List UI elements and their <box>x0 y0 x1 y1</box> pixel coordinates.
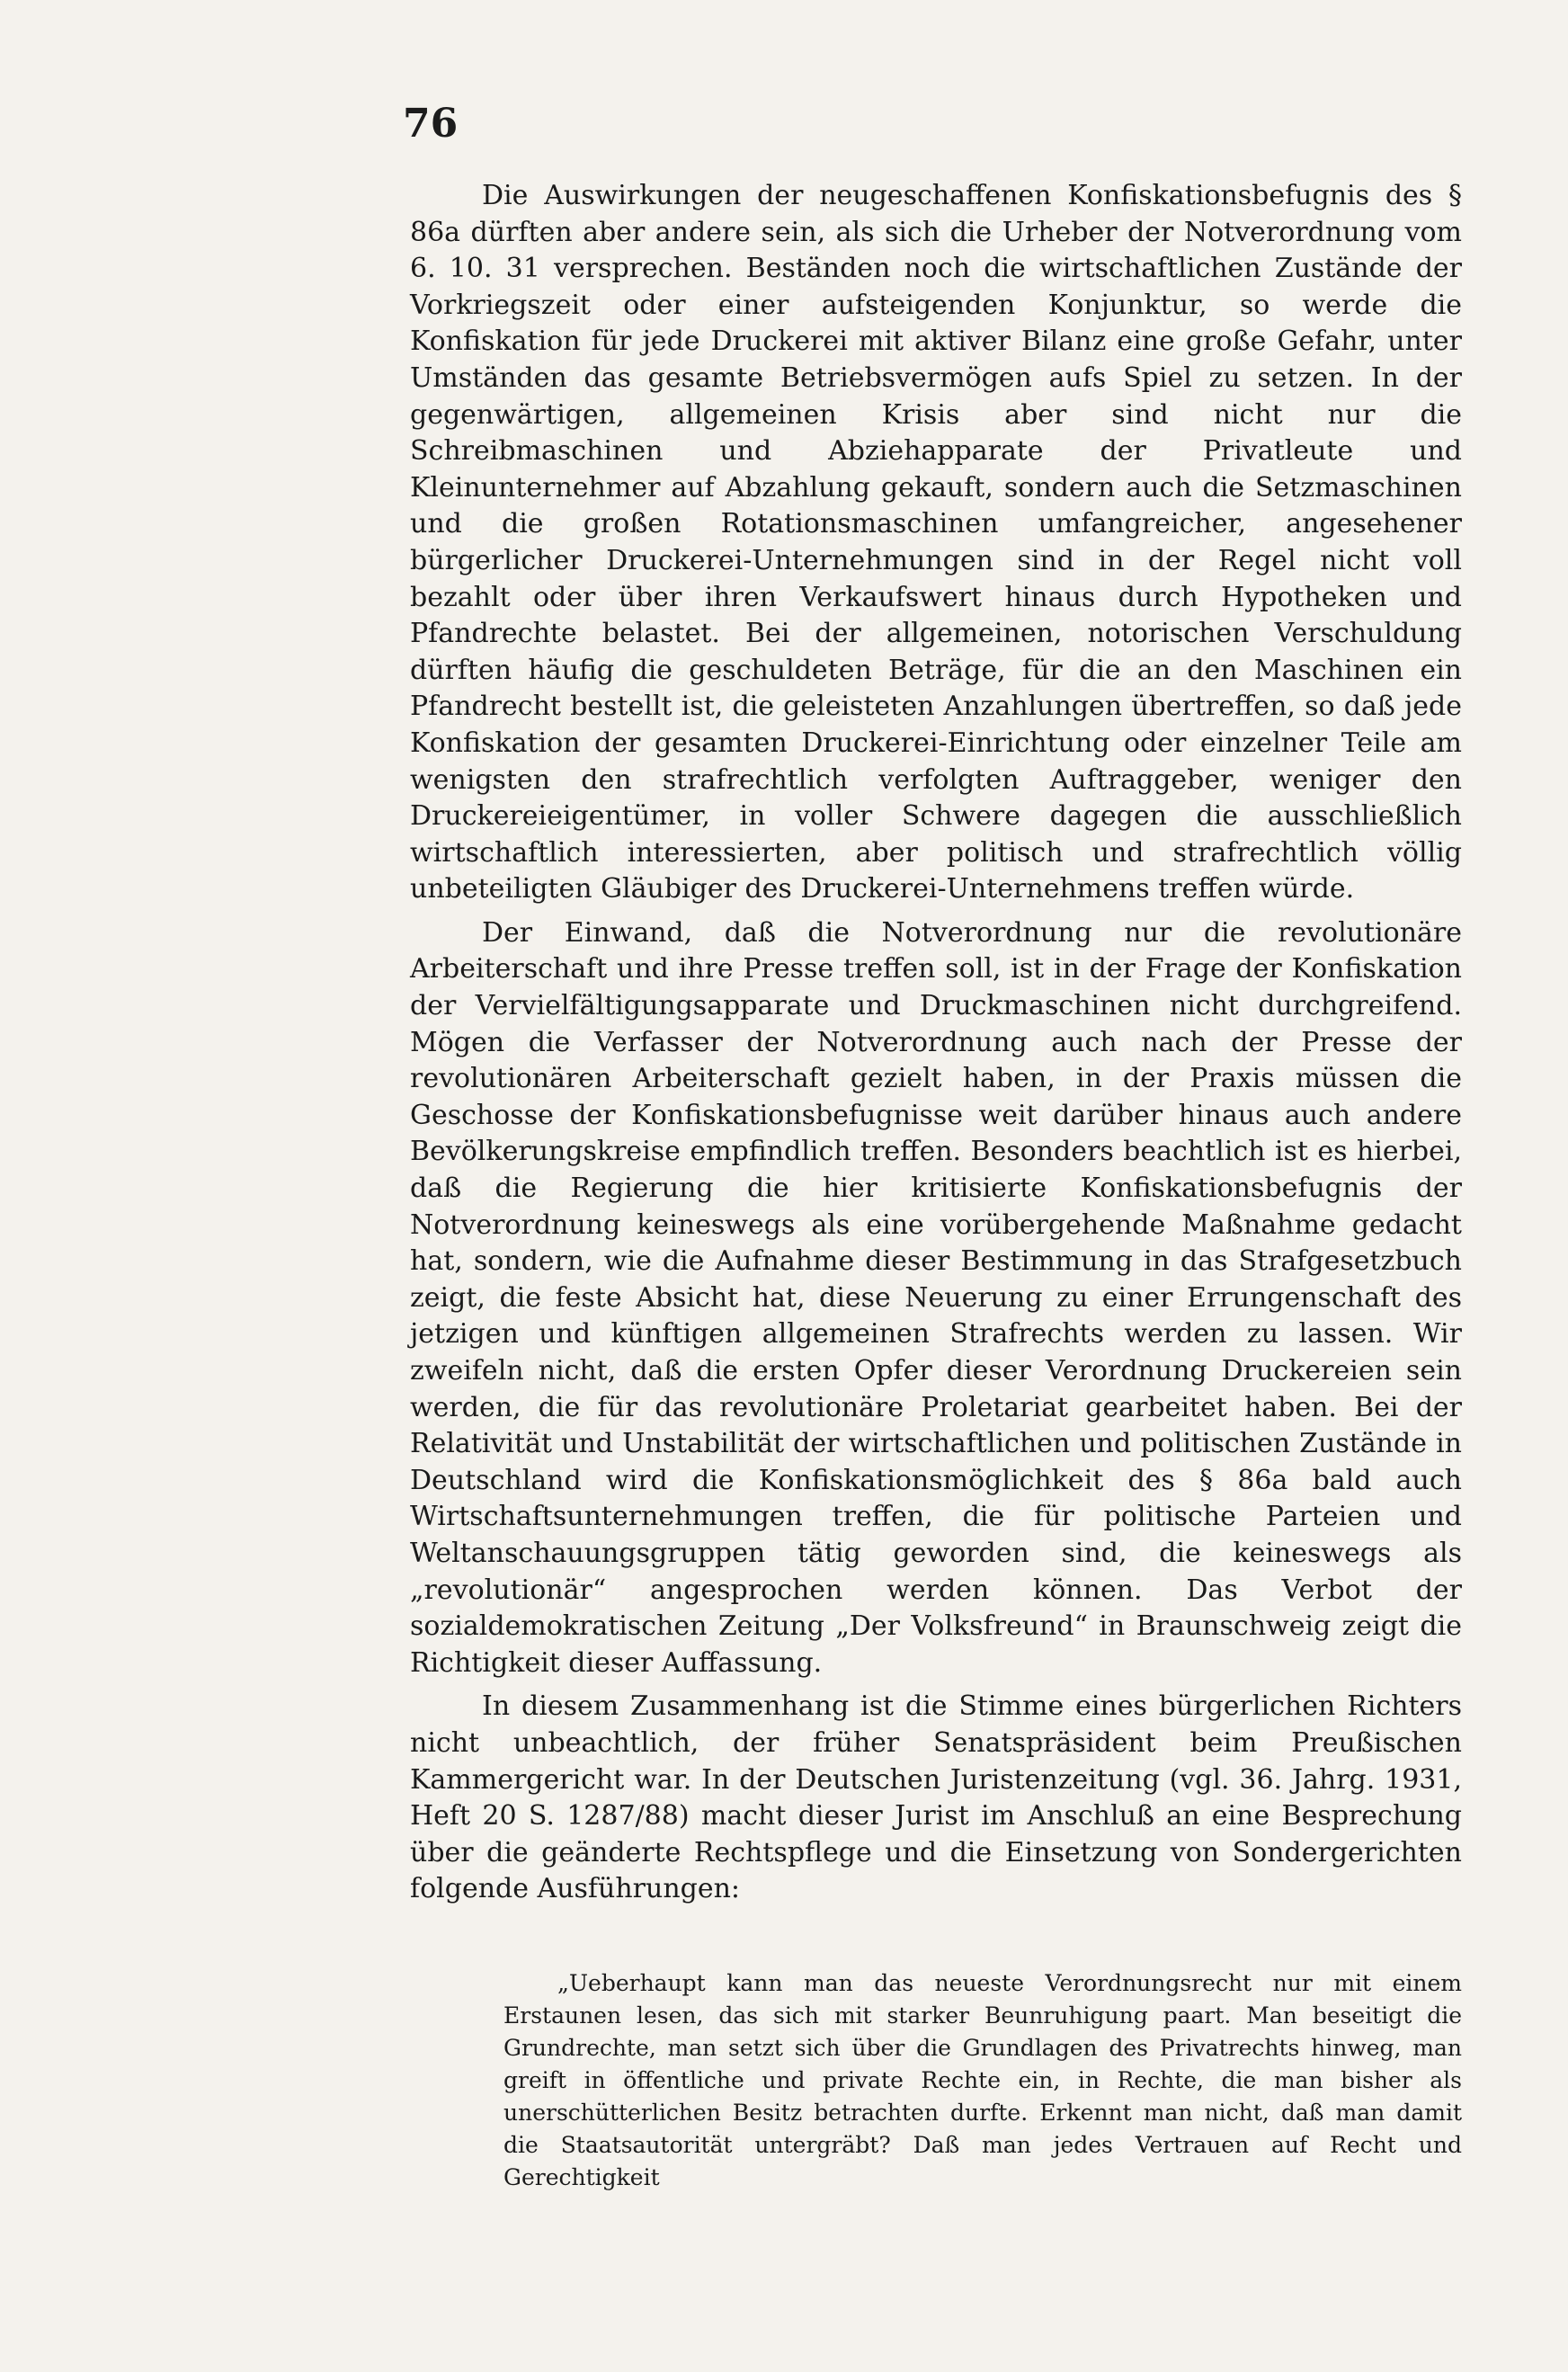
page-number: 76 <box>403 101 459 147</box>
quote-text: „Ueberhaupt kann man das neueste Verordnungsrecht nur mit einem Erstaunen lesen, das sich mit starker Beunruhigung paart. Man beseitigt die Grundrechte, man setzt sich über die Grundlagen des Privatrechts hinweg, man greift in öffentliche und private Rechte ein, in Rechte, die man bisher als unerschütterlichen Besitz betrachten durfte. Erkennt man nicht, daß man damit die Staatsautorität untergräbt? Daß man jedes Vertrauen auf Recht und Gerechtigkeit <box>503 1970 1462 2190</box>
block-quote <box>503 1967 1462 2194</box>
paragraph-1: Die Auswirkungen der neugeschaffenen Konfiskationsbefugnis des § 86a dürften aber andere sein, als sich die Urheber der Notverordnung vom 6. 10. 31 versprechen. Beständen noch die wirtschaftlichen Zustände der Vorkriegszeit oder einer aufsteigenden Konjunktur, so werde die Konfiskation für jede Druckerei mit aktiver Bilanz eine große Gefahr, unter Umständen das gesamte Betriebsvermögen aufs Spiel zu setzen. In der gegenwärtigen, allgemeinen Krisis aber sind nicht nur die Schreibmaschinen und Abziehapparate der Privatleute und Kleinunternehmer auf Abzahlung gekauft, sondern auch die Setzmaschinen und die großen Rotationsmaschinen umfangreicher, angesehener bürgerlicher Druckerei-Unternehmungen sind in der Regel nicht voll bezahlt oder über ihren Verkaufswert hinaus durch Hypotheken und Pfandrechte belastet. Bei der allgemeinen, notorischen Verschuldung dürften häufig die geschuldeten Beträge, für die an den Maschinen ein Pfandrecht bestellt ist, die geleisteten Anzahlungen übertreffen, so daß jede Konfiskation der gesamten Druckerei-Einrichtung oder einzelner Teile am wenigsten den strafrechtlich verfolgten Auftraggeber, weniger den Druckereieigentümer, in voller Schwere dagegen die ausschließlich wirtschaftlich interessierten, aber politisch und strafrechtlich völlig unbeteiligten Gläubiger des Druckerei-Unternehmens treffen würde. <box>410 180 1462 905</box>
paragraph-2: Der Einwand, daß die Notverordnung nur die revolutionäre Arbeiterschaft und ihre Presse treffen soll, ist in der Frage der Konfiskation der Vervielfältigungsapparate und Druckmaschinen nicht durchgreifend. Mögen die Verfasser der Notverordnung auch nach der Presse der revolutionären Arbeiterschaft gezielt haben, in der Praxis müssen die Geschosse der Konfiskationsbefugnisse weit darüber hinaus auch andere Bevölkerungskreise empfindlich treffen. Besonders beachtlich ist es hierbei, daß die Regierung die hier kritisierte Konfiskationsbefugnis der Notverordnung keineswegs als eine vorübergehende Maßnahme gedacht hat, sondern, wie die Aufnahme dieser Bestimmung in das Strafgesetzbuch zeigt, die feste Absicht hat, diese Neuerung zu einer Errungenschaft des jetzigen und künftigen allgemeinen Strafrechts werden zu lassen. Wir zweifeln nicht, daß die ersten Opfer dieser Verordnung Druckereien sein werden, die für das revolutionäre Proletariat gearbeitet haben. Bei der Relativität und Unstabilität der wirtschaftlichen und politischen Zustände in Deutschland wird die Konfiskationsmöglichkeit des § 86a bald auch Wirtschaftsunternehmungen treffen, die für politische Parteien und Weltanschauungsgruppen tätig geworden sind, die keineswegs als „revolutionär“ angesprochen werden können. Das Verbot der sozialdemokratischen Zeitung „Der Volksfreund“ in Braunschweig zeigt die Richtigkeit dieser Auffassung. <box>410 916 1462 1679</box>
body-text <box>410 178 1462 1915</box>
paragraph-3: In diesem Zusammenhang ist die Stimme eines bürgerlichen Richters nicht unbeachtlich, der früher Senatspräsident beim Preußischen Kammergericht war. In der Deutschen Juristenzeitung (vgl. 36. Jahrg. 1931, Heft 20 S. 1287/88) macht dieser Jurist im Anschluß an eine Besprechung über die geänderte Rechtspflege und die Einsetzung von Sondergerichten folgende Ausführungen: <box>410 1690 1462 1905</box>
